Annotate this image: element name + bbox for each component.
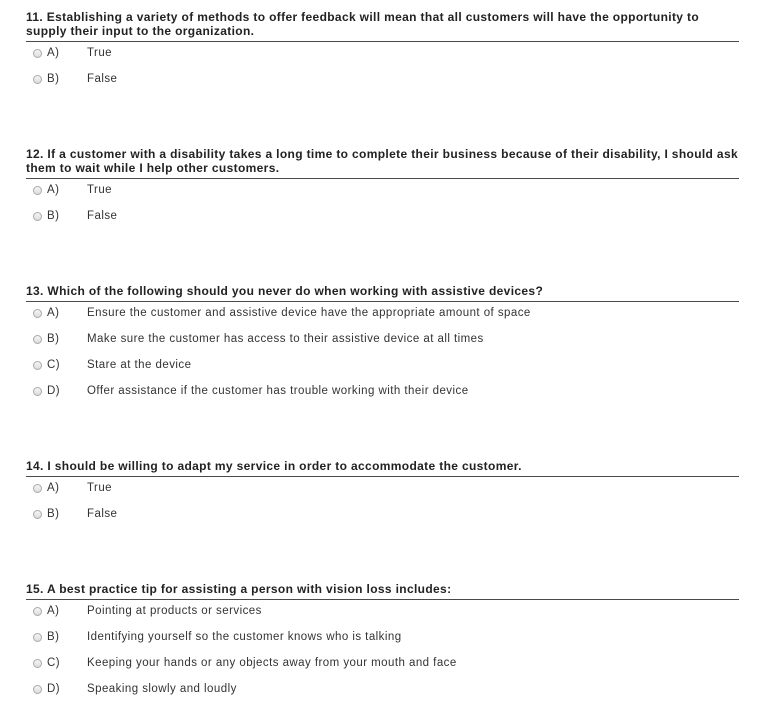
option-letter[interactable]: D) [47,385,60,397]
option-b[interactable] [26,328,739,354]
option-text[interactable]: True [87,482,113,494]
radio-button[interactable] [33,361,42,370]
radio-button[interactable] [33,685,42,694]
option-letter[interactable]: A) [47,47,60,59]
option-letter[interactable]: C) [47,657,60,669]
radio-button[interactable] [33,484,42,493]
radio-button[interactable] [33,510,42,519]
radio-button[interactable] [33,335,42,344]
radio-button[interactable] [33,607,42,616]
option-text[interactable]: Stare at the device [87,359,192,371]
question-title: 13. Which of the following should you never do when working with assistive devices? [26,284,739,302]
option-a[interactable] [26,302,739,328]
option-a[interactable] [26,477,739,503]
option-letter[interactable]: B) [47,210,60,222]
radio-button[interactable] [33,75,42,84]
radio-button[interactable] [33,387,42,396]
option-text[interactable]: Speaking slowly and loudly [87,683,237,695]
option-a[interactable] [26,179,739,205]
radio-button[interactable] [33,633,42,642]
option-text[interactable]: False [87,508,118,520]
option-letter[interactable]: B) [47,508,60,520]
question-title: 15. A best practice tip for assisting a person with vision loss includes: [26,582,739,600]
question-11 [26,10,739,94]
option-letter[interactable]: B) [47,333,60,345]
option-text[interactable]: Make sure the customer has access to their assistive device at all times [87,333,484,345]
option-letter[interactable]: C) [47,359,60,371]
option-letter[interactable]: A) [47,307,60,319]
option-letter[interactable]: B) [47,631,60,643]
radio-button[interactable] [33,186,42,195]
option-d[interactable] [26,380,739,406]
option-text[interactable]: True [87,184,113,196]
radio-button[interactable] [33,49,42,58]
option-text[interactable]: False [87,73,118,85]
option-a[interactable] [26,42,739,68]
option-text[interactable]: Identifying yourself so the customer knows who is talking [87,631,402,643]
option-b[interactable] [26,68,739,94]
radio-button[interactable] [33,659,42,668]
option-letter[interactable]: B) [47,73,60,85]
radio-button[interactable] [33,309,42,318]
option-b[interactable] [26,503,739,529]
option-text[interactable]: True [87,47,113,59]
question-12 [26,147,739,231]
option-text[interactable]: Ensure the customer and assistive device have the appropriate amount of space [87,307,531,319]
option-text[interactable]: Offer assistance if the customer has trouble working with their device [87,385,469,397]
option-b[interactable] [26,205,739,231]
option-b[interactable] [26,626,739,652]
option-d[interactable] [26,678,739,704]
option-c[interactable] [26,354,739,380]
option-a[interactable] [26,600,739,626]
option-c[interactable] [26,652,739,678]
question-title: 14. I should be willing to adapt my service in order to accommodate the customer. [26,459,739,477]
option-letter[interactable]: A) [47,482,60,494]
question-15 [26,582,739,704]
option-text[interactable]: False [87,210,118,222]
question-13 [26,284,739,406]
option-letter[interactable]: A) [47,184,60,196]
question-title: 12. If a customer with a disability takes a long time to complete their business because of their disability, I should ask them to wait while I help other customers. [26,147,739,179]
option-text[interactable]: Pointing at products or services [87,605,262,617]
radio-button[interactable] [33,212,42,221]
option-letter[interactable]: D) [47,683,60,695]
option-letter[interactable]: A) [47,605,60,617]
option-text[interactable]: Keeping your hands or any objects away from your mouth and face [87,657,457,669]
question-14 [26,459,739,529]
question-title: 11. Establishing a variety of methods to offer feedback will mean that all customers will have the opportunity to supply their input to the organization. [26,10,739,42]
